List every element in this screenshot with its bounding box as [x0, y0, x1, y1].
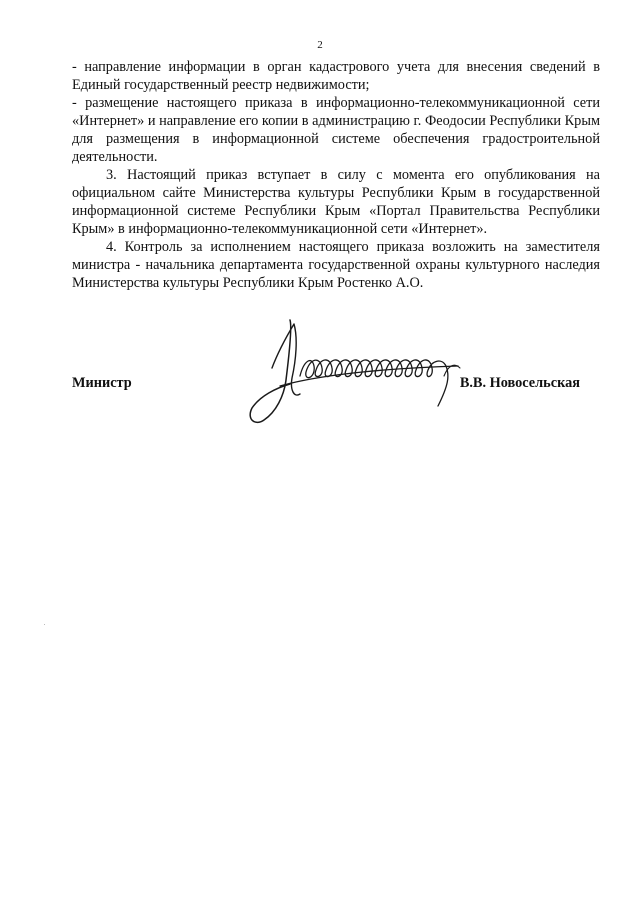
paragraph-effective-date: 3. Настоящий приказ вступает в силу с момента его опубликования на официальном сайте Министерства культуры Республики Крым в государственной информационной системе Республики Крым «Портал Правительства Республики Крым» в информационно-телекоммуникационной сети «Интернет». [72, 167, 600, 237]
paragraph-cadastral-info: - направление информации в орган кадастрового учета для внесения сведений в Единый государственный реестр недвижимости; [72, 59, 600, 93]
scan-speck [44, 624, 45, 625]
document-body [72, 58, 600, 292]
paragraph-internet-publication: - размещение настоящего приказа в информационно-телекоммуникационной сети «Интернет» и направление его копии в администрацию г. Феодосии Республики Крым для размещения в информационной системе обеспечения градостроительной деятельности. [72, 95, 600, 165]
signatory-name: В.В. Новосельская [459, 375, 580, 391]
paragraph-control: 4. Контроль за исполнением настоящего приказа возложить на заместителя министра - начальника департамента государственной охраны культурного наследия Министерства культуры Республики Крым Ростенко А.О. [72, 239, 600, 291]
signature-block [72, 374, 600, 394]
page-number: 2 [317, 39, 323, 51]
signatory-title: Министр [72, 375, 132, 391]
